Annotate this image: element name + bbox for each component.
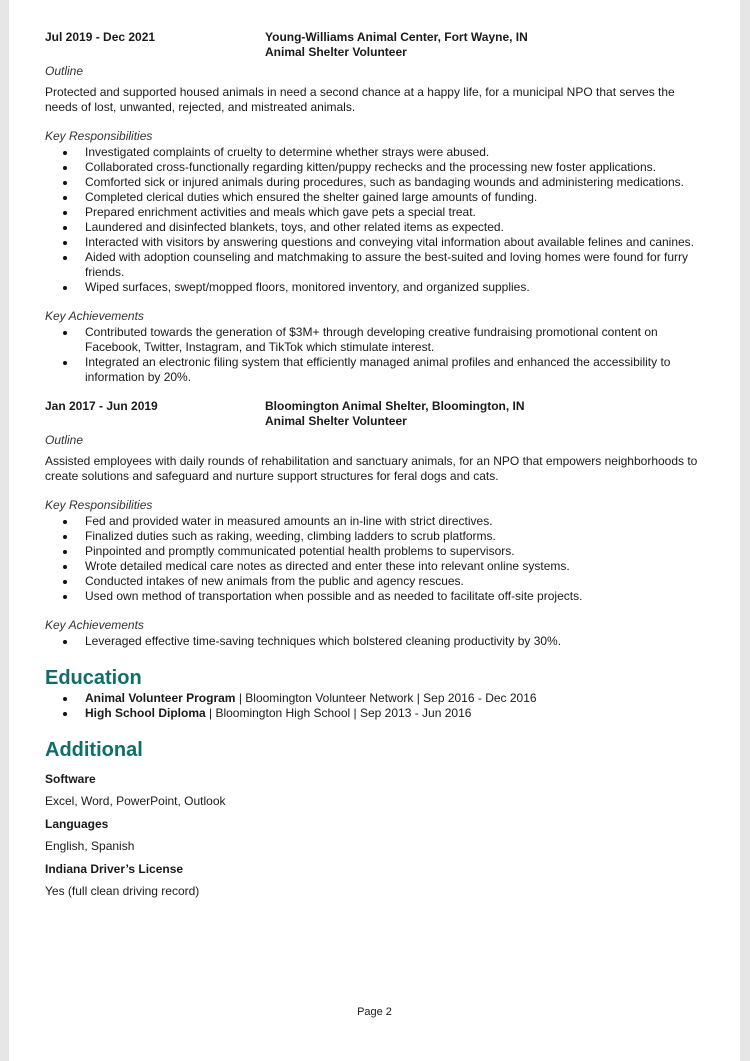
achievements-list <box>45 634 705 649</box>
list-item: Interacted with visitors by answering questions and conveying vital information about available felines and canines. <box>45 235 705 250</box>
outline-label: Outline <box>45 433 84 447</box>
job-organization: Bloomington Animal Shelter, Bloomington, IN <box>265 399 525 413</box>
achievements-label: Key Achievements <box>45 309 144 323</box>
education-item <box>45 706 705 721</box>
job-org-block <box>265 399 705 429</box>
license-value: Yes (full clean driving record) <box>45 884 200 898</box>
list-item: Leveraged effective time-saving techniques which bolstered cleaning productivity by 30%. <box>45 634 705 649</box>
list-item: Collaborated cross-functionally regarding kitten/puppy rechecks and the processing new foster applications. <box>45 160 705 175</box>
list-item: Comforted sick or injured animals during procedures, such as bandaging wounds and administering medications. <box>45 175 705 190</box>
degree-name: High School Diploma <box>85 706 206 720</box>
education-list <box>45 691 705 721</box>
outline-text: Assisted employees with daily rounds of rehabilitation and sanctuary animals, for an NPO that empowers neighborhoods to create solutions and safeguard and nurture support structures for feral dogs and cats. <box>45 454 698 483</box>
list-item: Laundered and disinfected blankets, toys, and other related items as expected. <box>45 220 705 235</box>
list-item: Completed clerical duties which ensured the shelter gained large amounts of funding. <box>45 190 705 205</box>
job-dates: Jan 2017 - Jun 2019 <box>45 399 158 413</box>
job-title: Animal Shelter Volunteer <box>265 414 407 428</box>
achievements-list <box>45 325 705 385</box>
degree-name: Animal Volunteer Program <box>85 691 236 705</box>
degree-details: | Bloomington High School | Sep 2013 - Jun 2016 <box>205 706 472 720</box>
additional-heading: Additional <box>45 739 143 761</box>
resume-content <box>45 30 705 899</box>
list-item: Pinpointed and promptly communicated potential health problems to supervisors. <box>45 544 705 559</box>
job-org-block <box>265 30 705 60</box>
responsibilities-list <box>45 145 705 295</box>
license-label: Indiana Driver’s License <box>45 862 184 876</box>
list-item: Integrated an electronic filing system that efficiently managed animal profiles and enhanced the accessibility to information by 20%. <box>45 355 705 385</box>
education-item <box>45 691 705 706</box>
software-value: Excel, Word, PowerPoint, Outlook <box>45 794 226 808</box>
list-item: Used own method of transportation when possible and as needed to facilitate off-site projects. <box>45 589 705 604</box>
list-item: Prepared enrichment activities and meals which gave pets a special treat. <box>45 205 705 220</box>
list-item: Investigated complaints of cruelty to determine whether strays were abused. <box>45 145 705 160</box>
list-item: Contributed towards the generation of $3M+ through developing creative fundraising promotional content on Facebook, Twitter, Instagram, and TikTok which stimulate interest. <box>45 325 705 355</box>
page-number: Page 2 <box>357 1006 392 1018</box>
job-entry <box>45 399 705 649</box>
software-label: Software <box>45 772 96 786</box>
job-title: Animal Shelter Volunteer <box>265 45 407 59</box>
achievements-label: Key Achievements <box>45 618 144 632</box>
resume-page <box>9 0 740 1061</box>
outline-label: Outline <box>45 64 84 78</box>
job-dates: Jul 2019 - Dec 2021 <box>45 30 156 44</box>
outline-text: Protected and supported housed animals in need a second chance at a happy life, for a municipal NPO that serves the needs of lost, unwanted, rejected, and mistreated animals. <box>45 85 675 114</box>
responsibilities-label: Key Responsibilities <box>45 129 153 143</box>
list-item: Conducted intakes of new animals from the public and agency rescues. <box>45 574 705 589</box>
list-item: Wrote detailed medical care notes as directed and enter these into relevant online systems. <box>45 559 705 574</box>
degree-details: | Bloomington Volunteer Network | Sep 2016 - Dec 2016 <box>235 691 537 705</box>
job-organization: Young-Williams Animal Center, Fort Wayne, IN <box>265 30 528 44</box>
list-item: Fed and provided water in measured amounts an in-line with strict directives. <box>45 514 705 529</box>
list-item: Aided with adoption counseling and matchmaking to assure the best-suited and loving homes were found for furry friends. <box>45 250 705 280</box>
education-heading: Education <box>45 667 142 689</box>
languages-label: Languages <box>45 817 109 831</box>
job-header <box>45 399 705 429</box>
list-item: Wiped surfaces, swept/mopped floors, monitored inventory, and organized supplies. <box>45 280 705 295</box>
languages-value: English, Spanish <box>45 839 135 853</box>
list-item: Finalized duties such as raking, weeding, climbing ladders to scrub platforms. <box>45 529 705 544</box>
job-header <box>45 30 705 60</box>
responsibilities-label: Key Responsibilities <box>45 498 153 512</box>
responsibilities-list <box>45 514 705 604</box>
job-entry <box>45 30 705 385</box>
